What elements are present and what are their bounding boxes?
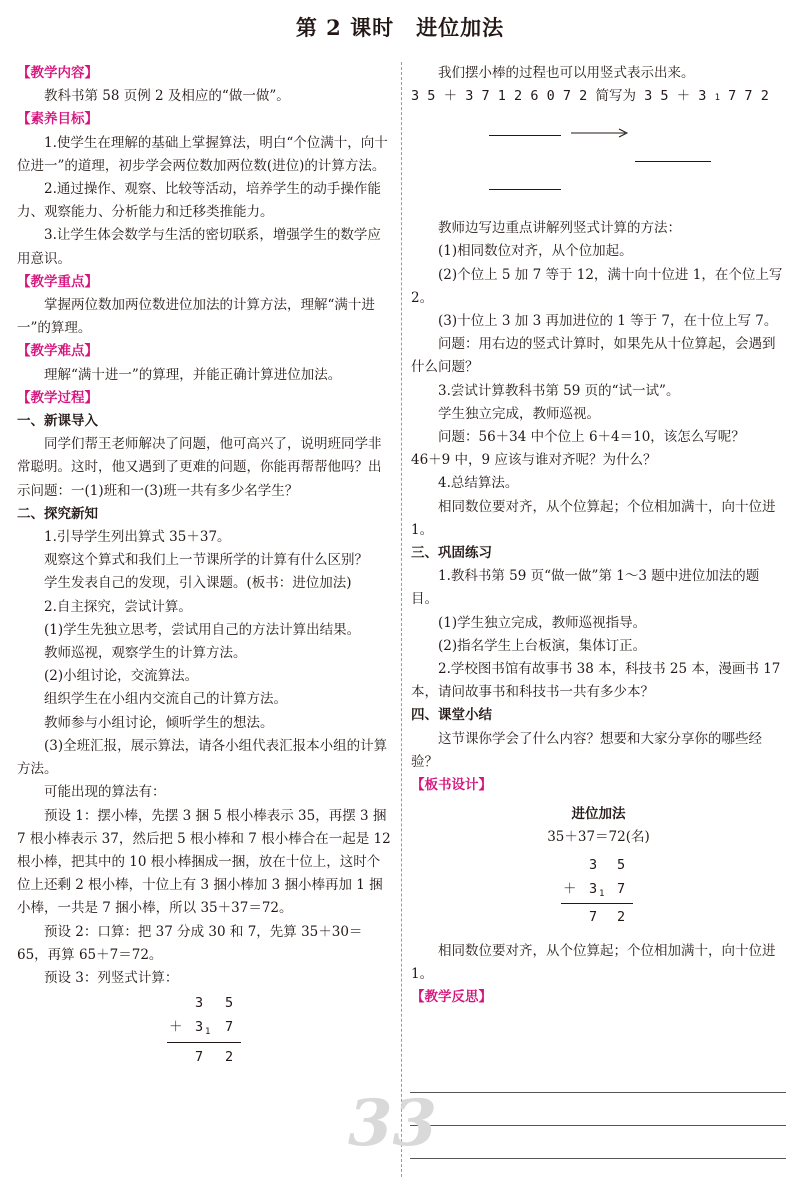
digit: 3: [465, 88, 474, 105]
digit: 3: [698, 88, 707, 105]
plus-sign: ＋: [169, 1019, 183, 1036]
board-vertical-calc: [411, 850, 786, 940]
digit: 5: [225, 995, 234, 1012]
method-1: (1)相同数位对齐，从个位加起。: [438, 243, 633, 260]
right-intro: 我们摆小棒的过程也可以用竖式表示出来。: [438, 65, 695, 81]
carry-digit: 1: [714, 93, 720, 104]
section-4-heading: 四、课堂小结: [411, 707, 492, 724]
digit: 2: [514, 88, 523, 105]
digit: 3: [589, 856, 598, 873]
tag-difficulty: 【教学难点】: [17, 343, 98, 360]
digit: 5: [660, 88, 669, 105]
teacher-explain: 教师边写边重点讲解列竖式计算的方法：: [438, 220, 681, 237]
step-1: 1.引导学生列出算式 35＋37。: [44, 529, 231, 546]
digit: 5: [617, 856, 626, 873]
practice-1: 1.教科书第 59 页“做一做”第 1～3 题中进位加法的题目。: [411, 568, 760, 608]
digit: 2: [579, 88, 588, 105]
digit: 7: [225, 1019, 234, 1036]
tag-reflection: 【教学反思】: [411, 989, 492, 1006]
board-equation: 35＋37＝72(名): [547, 829, 650, 846]
tag-board-design: 【板书设计】: [411, 777, 492, 794]
digit: 3: [589, 880, 598, 897]
section-1-text: 同学们帮王老师解决了问题，他可高兴了，说明班同学非常聪明。这时，他又遇到了更难的问题，你能再帮帮他吗？出示问题：一(1)班和一(3)班一共有多少名学生？: [17, 436, 382, 499]
step-4: 4.总结算法。: [438, 475, 519, 492]
question-1: 问题：用右边的竖式计算时，如果先从十位算起，会遇到什么问题？: [411, 336, 776, 376]
difficulty: 理解“满十进一”的算理，并能正确计算进位加法。: [44, 366, 342, 383]
method-3: (3)十位上 3 加 3 再加进位的 1 等于 7，在十位上写 7。: [438, 313, 778, 330]
question-3: 46＋9 中，9 应该与谁对齐呢？为什么？: [411, 452, 657, 469]
step-2-3: (3)全班汇报，展示算法，请各小组代表汇报本小组的计算方法。: [17, 737, 388, 778]
left-column: [17, 62, 392, 1084]
digit: 7: [617, 880, 626, 897]
board-note: 相同数位要对齐，从个位算起；个位相加满十，向十位进 1。: [411, 942, 776, 982]
page-title: 第 2 课时 进位加法: [295, 15, 505, 40]
section-3-heading: 三、巩固练习: [411, 545, 492, 562]
step-3: 3.尝试计算教科书第 59 页的“试一试”。: [438, 382, 680, 399]
student-independent: 学生独立完成，教师巡视。: [438, 405, 600, 422]
teacher-join: 教师参与小组讨论，倾听学生的想法。: [44, 714, 274, 731]
line-3: [635, 161, 711, 162]
writing-line[interactable]: [410, 1125, 786, 1126]
practice-1-2: (2)指名学生上台板演，集体订正。: [438, 637, 647, 654]
column-divider: [401, 62, 402, 1177]
digit: 7: [195, 1049, 204, 1066]
method-2: (2)个位上 5 加 7 等于 12，满十向十位进 1，在个位上写 2。: [411, 266, 783, 306]
key-point: 掌握两位数加两位数进位加法的计算方法，理解“满十进一”的算理。: [17, 297, 375, 337]
question-2: 问题：56＋34 中个位上 6＋4＝10，该怎么写呢？: [438, 429, 745, 446]
teaching-content: 教科书第 58 页例 2 及相应的“做一做”。: [44, 88, 290, 105]
group-exchange: 组织学生在小组内交流自己的计算方法。: [44, 691, 287, 708]
digit: 7: [562, 88, 572, 105]
observe-text: 观察这个算式和我们上一节课所学的计算有什么区别？: [44, 552, 368, 569]
section-1-heading: 一、新课导入: [17, 413, 98, 430]
digit: 2: [225, 1049, 234, 1066]
digit: 5: [427, 88, 436, 105]
step-2-1: (1)学生先独立思考，尝试用自己的方法计算出结果。: [44, 621, 361, 638]
digit: 0: [546, 88, 555, 105]
tag-teaching-content: 【教学内容】: [17, 65, 98, 81]
line-1: [489, 135, 561, 136]
line-2: [489, 189, 561, 190]
page-number: 33: [348, 1086, 438, 1161]
digit: 7: [728, 88, 737, 105]
goal-3: 3.让学生体会数学与生活的密切联系，增强学生的数学应用意识。: [17, 227, 381, 267]
digit: 7: [589, 908, 598, 925]
preset-2: 预设 2：口算：把 37 分成 30 和 7，先算 35＋30＝65，再算 65＋7＝72。: [17, 923, 363, 963]
practice-2: 2.学校图书馆有故事书 38 本，科技书 25 本，漫画书 17 本，请问故事书和科技书一共有多少本？: [411, 661, 781, 701]
digit: 2: [617, 908, 626, 925]
tag-goals: 【素养目标】: [17, 111, 98, 128]
step-2-2: (2)小组讨论，交流算法。: [44, 668, 199, 685]
vertical-calc-full: [411, 85, 786, 217]
right-column: [411, 62, 786, 1009]
digit: 3: [644, 88, 653, 105]
digit: 3: [411, 88, 420, 105]
plus-sign: ＋: [676, 88, 691, 105]
arrow-label: 简写为: [595, 88, 636, 105]
step-2: 2.自主探究，尝试计算。: [44, 598, 192, 615]
digit: 2: [760, 88, 769, 105]
discover-text: 学生发表自己的发现，引入课题。(板书：进位加法): [44, 575, 352, 592]
board-title: 进位加法: [571, 806, 626, 823]
digit: 7: [744, 88, 753, 105]
digit: 1: [497, 88, 506, 105]
right-arrow-icon: [569, 127, 631, 139]
preset-1: 预设 1：摆小棒，先摆 3 捆 5 根小棒表示 35，再摆 3 捆 7 根小棒表示 37，然后把 5 根小棒和 7 根小棒合在一起是 12 根小棒，把其中的 10 根小棒捆成一捆，放在十位上，这时个位上还剩 2 根小棒，十位上有 3 捆小棒加 3 捆小棒再加 1 捆小棒，一共是 7 捆小棒，所以 35＋37＝72。: [17, 807, 391, 917]
digit: 6: [530, 88, 539, 105]
writing-line[interactable]: [410, 1092, 786, 1093]
digit: 7: [481, 88, 490, 105]
digit: 3: [195, 995, 204, 1012]
plus-sign: ＋: [563, 880, 577, 897]
goal-2: 2.通过操作、观察、比较等活动，培养学生的动手操作能力、观察能力、分析能力和迁移类推能力。: [17, 181, 381, 221]
writing-line[interactable]: [410, 1158, 786, 1159]
tag-process: 【教学过程】: [17, 389, 98, 406]
preset-3: 预设 3：列竖式计算：: [44, 969, 179, 986]
carry-digit: 1: [599, 888, 605, 899]
summary-rule: 相同数位要对齐，从个位算起；个位相加满十，向十位进 1。: [411, 498, 776, 538]
possible-methods: 可能出现的算法有：: [44, 784, 166, 801]
tag-key-point: 【教学重点】: [17, 273, 98, 290]
carry-digit: 1: [205, 1027, 211, 1038]
sum-line: [561, 903, 633, 904]
lesson-summary: 这节课你学会了什么内容？想要和大家分享你的哪些经验？: [411, 730, 762, 770]
practice-1-1: (1)学生独立完成，教师巡视指导。: [438, 614, 647, 631]
sum-line: [167, 1042, 241, 1043]
goal-1: 1.使学生在理解的基础上掌握算法，明白“个位满十，向十位进一”的道理，初步学会两位数加两位数(进位)的计算方法。: [17, 134, 388, 174]
plus-sign: ＋: [443, 88, 458, 105]
vertical-calc-left: [17, 990, 392, 1084]
teacher-observe: 教师巡视，观察学生的计算方法。: [44, 645, 247, 662]
digit: 3: [195, 1019, 204, 1036]
section-2-heading: 二、探究新知: [17, 505, 98, 522]
